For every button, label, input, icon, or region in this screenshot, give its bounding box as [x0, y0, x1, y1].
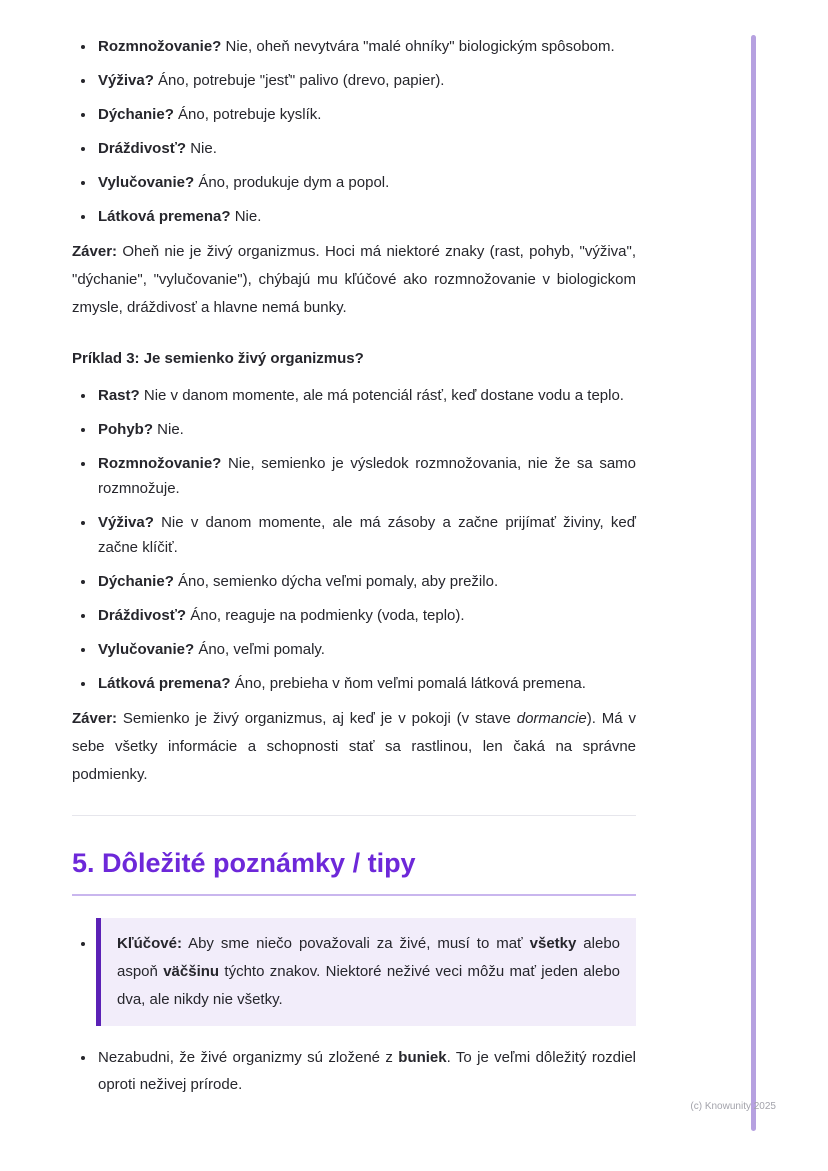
callout-text-2: alebo aspoň	[117, 935, 621, 980]
conclusion-italic-term: dormancie	[516, 710, 587, 727]
item-text: Nie.	[157, 421, 184, 438]
footer-credit: (c) Knowunity 2025	[690, 1101, 776, 1112]
callout-bold-1: všetky	[529, 935, 577, 952]
item-label: Dráždivosť?	[98, 140, 187, 157]
list-item	[96, 102, 636, 127]
callout-bold-2: väčšinu	[163, 963, 220, 980]
item-text: Áno, reaguje na podmienky (voda, teplo).	[190, 607, 465, 624]
document-content	[72, 34, 636, 1107]
list-item	[96, 451, 636, 501]
item-label: Dráždivosť?	[98, 607, 187, 624]
fire-conclusion-paragraph	[72, 238, 636, 322]
list-item	[96, 637, 636, 662]
list-item	[96, 170, 636, 195]
item-label: Látková premena?	[98, 208, 231, 225]
item-text: Nie, oheň nevytvára "malé ohníky" biologickým spôsobom.	[225, 38, 615, 55]
list-item	[96, 569, 636, 594]
conclusion-text-before: Semienko je živý organizmus, aj keď je v pokoji (v stave	[122, 710, 517, 727]
list-item	[96, 34, 636, 59]
item-label: Pohyb?	[98, 421, 153, 438]
seed-conclusion-paragraph	[72, 705, 636, 789]
item-label: Vylučovanie?	[98, 174, 195, 191]
item-text: Áno, prebieha v ňom veľmi pomalá látková premena.	[234, 675, 586, 692]
item-label: Rast?	[98, 387, 140, 404]
item-label: Dýchanie?	[98, 573, 174, 590]
list-item	[96, 417, 636, 442]
note-bold: buniek	[398, 1049, 447, 1066]
example3-heading: Príklad 3: Je semienko živý organizmus?	[72, 350, 364, 367]
callout-list	[72, 918, 636, 1026]
list-item	[96, 136, 636, 161]
item-text: Nie v danom momente, ale má zásoby a začne prijímať živiny, keď začne klíčiť.	[98, 514, 636, 556]
list-item	[96, 204, 636, 229]
callout-text-3: týchto znakov. Niektoré neživé veci môžu mať jeden alebo dva, ale nikdy nie všetky.	[117, 963, 620, 1008]
notes-list	[72, 1044, 636, 1098]
list-item	[96, 1044, 636, 1098]
item-text: Nie v danom momente, ale má potenciál rásť, keď dostane vodu a teplo.	[143, 387, 624, 404]
list-item	[96, 68, 636, 93]
list-item	[96, 383, 636, 408]
item-text: Nie, semienko je výsledok rozmnožovania, nie že sa samo rozmnožuje.	[98, 455, 636, 497]
fire-criteria-list	[72, 34, 636, 229]
list-item	[96, 671, 636, 696]
item-label: Výživa?	[98, 72, 154, 89]
note-text-1: Nezabudni, že živé organizmy sú zložené z	[98, 1049, 399, 1066]
section-divider	[72, 815, 636, 816]
note-text-2: . To je veľmi dôležitý rozdiel oproti neživej prírode.	[98, 1049, 637, 1093]
conclusion-text-after: ). Má v sebe všetky informácie a schopnosti stať sa rastlinou, len čaká na správne podmienky.	[72, 710, 637, 783]
conclusion-text: Oheň nie je živý organizmus. Hoci má niektoré znaky (rast, pohyb, "výživa", "dýchanie", "vylučovanie"), chýbajú mu kľúčové ako rozmnožovanie v biologickom zmysle, dráždivosť a hlavne nemá bunky.	[72, 243, 637, 316]
item-label: Rozmnožovanie?	[98, 38, 222, 55]
callout-list-item	[96, 918, 636, 1026]
conclusion-label: Záver:	[72, 243, 118, 260]
conclusion-label: Záver:	[72, 710, 118, 727]
item-text: Áno, veľmi pomaly.	[198, 641, 325, 658]
item-text: Áno, produkuje dym a popol.	[198, 174, 390, 191]
list-item	[96, 603, 636, 628]
item-text: Nie.	[190, 140, 217, 157]
item-label: Látková premena?	[98, 675, 231, 692]
item-text: Nie.	[234, 208, 262, 225]
item-label: Vylučovanie?	[98, 641, 195, 658]
item-text: Áno, potrebuje "jesť" palivo (drevo, papier).	[158, 72, 445, 89]
callout-text-1: Aby sme niečo považovali za živé, musí to mať	[181, 935, 530, 952]
heading-underline	[72, 894, 636, 896]
callout-label: Kľúčové:	[117, 935, 182, 952]
item-text: Áno, potrebuje kyslík.	[178, 106, 322, 123]
seed-criteria-list	[72, 383, 636, 696]
section5-heading: 5. Dôležité poznámky / tipy	[72, 848, 416, 878]
item-label: Rozmnožovanie?	[98, 455, 222, 472]
item-label: Dýchanie?	[98, 106, 174, 123]
page-scrollbar-thumb[interactable]	[751, 35, 756, 1131]
list-item	[96, 510, 636, 560]
item-label: Výživa?	[98, 514, 154, 531]
item-text: Áno, semienko dýcha veľmi pomaly, aby prežilo.	[178, 573, 499, 590]
key-callout-box	[96, 918, 636, 1026]
